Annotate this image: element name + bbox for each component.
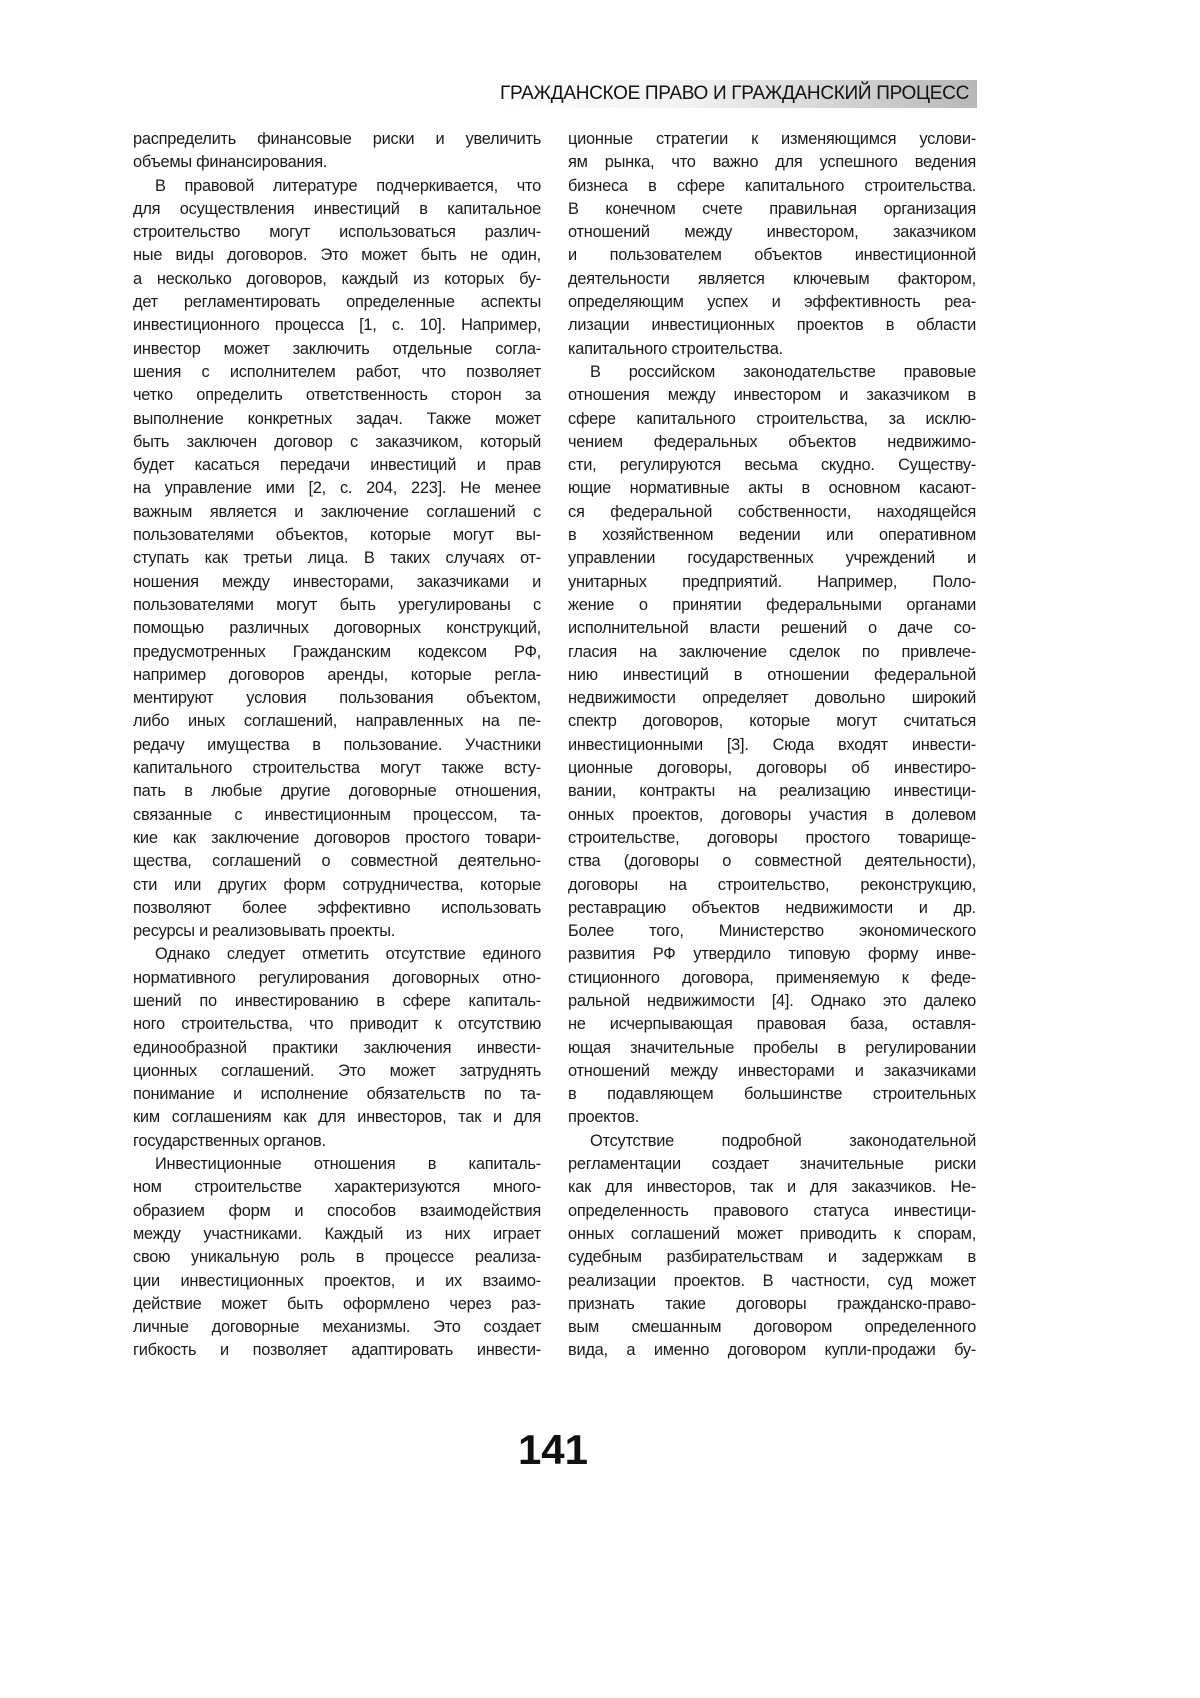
text-line: управлении государственных учреждений и [568, 547, 976, 570]
running-header [495, 80, 977, 108]
text-line: строительство могут использоваться различ- [133, 221, 541, 244]
text-line: быть заключен договор с заказчиком, который [133, 431, 541, 454]
text-line: определенность правового статуса инвестици- [568, 1200, 976, 1223]
text-line: регламентации создает значительные риски [568, 1153, 976, 1176]
text-line: Инвестиционные отношения в капиталь- [133, 1153, 541, 1176]
text-line: ментируют условия пользования объектом, [133, 687, 541, 710]
text-line: ющая значительные пробелы в регулировании [568, 1037, 976, 1060]
text-line: бизнеса в сфере капитального строительства. [568, 175, 976, 198]
text-line: четко определить ответственность сторон за [133, 384, 541, 407]
text-line: распределить финансовые риски и увеличить [133, 128, 541, 151]
text-line: чением федеральных объектов недвижимо- [568, 431, 976, 454]
text-line: договоры на строительство, реконструкцию, [568, 874, 976, 897]
text-line: недвижимости определяет довольно широкий [568, 687, 976, 710]
text-line: ся федеральной собственности, находящейся [568, 501, 976, 524]
text-line: ральной недвижимости [4]. Однако это далеко [568, 990, 976, 1013]
text-line: для осуществления инвестиций в капитальное [133, 198, 541, 221]
text-line: и пользователем объектов инвестиционной [568, 244, 976, 267]
text-line: капитального строительства. [568, 338, 976, 361]
text-line: на управление ими [2, с. 204, 223]. Не менее [133, 477, 541, 500]
text-line: ям рынка, что важно для успешного ведения [568, 151, 976, 174]
text-line: пользователями могут быть урегулированы с [133, 594, 541, 617]
text-line: ции инвестиционных проектов, и их взаимо- [133, 1270, 541, 1293]
text-line: капитального строительства могут также всту- [133, 757, 541, 780]
text-line: единообразной практики заключения инвести- [133, 1037, 541, 1060]
text-line: а несколько договоров, каждый из которых бу- [133, 268, 541, 291]
text-line: реставрацию объектов недвижимости и др. [568, 897, 976, 920]
text-line: ные виды договоров. Это может быть не один, [133, 244, 541, 267]
paragraph [133, 943, 541, 1153]
text-line: государственных органов. [133, 1130, 541, 1153]
text-line: не исчерпывающая правовая база, оставля- [568, 1013, 976, 1036]
text-line: гласия на заключение сделок по привлече- [568, 641, 976, 664]
paragraph [568, 128, 976, 361]
text-line: развития РФ утвердило типовую форму инве- [568, 943, 976, 966]
text-line: пользователями объектов, которые могут вы- [133, 524, 541, 547]
text-line: ющие нормативные акты в основном касают- [568, 477, 976, 500]
paragraph [133, 128, 541, 175]
text-line: жение о принятии федеральными органами [568, 594, 976, 617]
text-line: вида, а именно договором купли-продажи бу- [568, 1339, 976, 1362]
text-line: отношений между инвестором, заказчиком [568, 221, 976, 244]
text-line: Отсутствие подробной законодательной [568, 1130, 976, 1153]
text-line: позволяют более эффективно использовать [133, 897, 541, 920]
text-line: вым смешанным договором определенного [568, 1316, 976, 1339]
text-line: ционные стратегии к изменяющимся услови- [568, 128, 976, 151]
text-line: либо иных соглашений, направленных на пе- [133, 710, 541, 733]
text-line: В правовой литературе подчеркивается, что [133, 175, 541, 198]
text-line: связанные с инвестиционным процессом, та- [133, 804, 541, 827]
text-line: ношения между инвесторами, заказчиками и [133, 571, 541, 594]
paragraph [133, 175, 541, 944]
text-line: инвестиционными [3]. Сюда входят инвести- [568, 734, 976, 757]
text-line: ресурсы и реализовывать проекты. [133, 920, 541, 943]
text-line: ционных соглашений. Это может затруднять [133, 1060, 541, 1083]
text-line: предусмотренных Гражданским кодексом РФ, [133, 641, 541, 664]
text-line: сти или других форм сотрудничества, которые [133, 874, 541, 897]
text-line: редачу имущества в пользование. Участники [133, 734, 541, 757]
text-line: в хозяйственном ведении или оперативном [568, 524, 976, 547]
text-line: объемы финансирования. [133, 151, 541, 174]
text-line: ства (договоры о совместной деятельности), [568, 850, 976, 873]
text-line: отношения между инвестором и заказчиком в [568, 384, 976, 407]
text-line: стиционного договора, применяемую к феде- [568, 967, 976, 990]
text-line: дет регламентировать определенные аспекты [133, 291, 541, 314]
text-line: действие может быть оформлено через раз- [133, 1293, 541, 1316]
text-line: лизации инвестиционных проектов в области [568, 314, 976, 337]
text-line: сти, регулируются весьма скудно. Существу- [568, 454, 976, 477]
paragraph [568, 1130, 976, 1363]
text-line: признать такие договоры гражданско-право- [568, 1293, 976, 1316]
paragraph [568, 361, 976, 1130]
text-line: В российском законодательстве правовые [568, 361, 976, 384]
text-line: проектов. [568, 1106, 976, 1129]
text-line: свою уникальную роль в процессе реализа- [133, 1246, 541, 1269]
text-line: выполнение конкретных задач. Также может [133, 408, 541, 431]
paragraph [133, 1153, 541, 1363]
text-line: образием форм и способов взаимодействия [133, 1200, 541, 1223]
text-line: онных соглашений может приводить к спорам, [568, 1223, 976, 1246]
text-line: понимание и исполнение обязательств по та- [133, 1083, 541, 1106]
text-line: В конечном счете правильная организация [568, 198, 976, 221]
text-line: между участниками. Каждый из них играет [133, 1223, 541, 1246]
text-line: строительстве, договоры простого товарище- [568, 827, 976, 850]
text-line: ким соглашениям как для инвесторов, так и для [133, 1106, 541, 1129]
text-line: сфере капитального строительства, за исклю- [568, 408, 976, 431]
text-line: реализации проектов. В частности, суд может [568, 1270, 976, 1293]
text-line: ного строительства, что приводит к отсутствию [133, 1013, 541, 1036]
text-line: важным является и заключение соглашений с [133, 501, 541, 524]
text-line: спектр договоров, которые могут считаться [568, 710, 976, 733]
text-line: ционные договоры, договоры об инвестиро- [568, 757, 976, 780]
text-line: кие как заключение договоров простого товари- [133, 827, 541, 850]
text-line: например договоров аренды, которые регла- [133, 664, 541, 687]
text-line: нию инвестиций в отношении федеральной [568, 664, 976, 687]
text-line: определяющим успех и эффективность реа- [568, 291, 976, 314]
text-line: ступать как третьи лица. В таких случаях от- [133, 547, 541, 570]
text-line: шений по инвестированию в сфере капиталь- [133, 990, 541, 1013]
text-column-right [568, 128, 976, 1363]
text-line: исполнительной власти решений о даче со- [568, 617, 976, 640]
text-line: как для инвесторов, так и для заказчиков. Не- [568, 1176, 976, 1199]
text-line: деятельности является ключевым фактором, [568, 268, 976, 291]
text-line: Однако следует отметить отсутствие единого [133, 943, 541, 966]
text-line: унитарных предприятий. Например, Поло- [568, 571, 976, 594]
text-line: инвестор может заключить отдельные согла- [133, 338, 541, 361]
text-line: нормативного регулирования договорных отно- [133, 967, 541, 990]
text-line: инвестиционного процесса [1, с. 10]. Например, [133, 314, 541, 337]
text-line: гибкость и позволяет адаптировать инвести- [133, 1339, 541, 1362]
text-line: помощью различных договорных конструкций, [133, 617, 541, 640]
text-line: пать в любые другие договорные отношения, [133, 780, 541, 803]
text-line: щества, соглашений о совместной деятельно- [133, 850, 541, 873]
text-line: Более того, Министерство экономического [568, 920, 976, 943]
text-line: судебным разбирательствам и задержкам в [568, 1246, 976, 1269]
text-line: личные договорные механизмы. Это создает [133, 1316, 541, 1339]
section-title: ГРАЖДАНСКОЕ ПРАВО И ГРАЖДАНСКИЙ ПРОЦЕСС [500, 83, 969, 105]
text-column-left [133, 128, 541, 1363]
text-line: в подавляющем большинстве строительных [568, 1083, 976, 1106]
text-line: отношений между инвесторами и заказчиками [568, 1060, 976, 1083]
text-line: будет касаться передачи инвестиций и прав [133, 454, 541, 477]
text-line: шения с исполнителем работ, что позволяет [133, 361, 541, 384]
text-line: ном строительстве характеризуются много- [133, 1176, 541, 1199]
text-line: вании, контракты на реализацию инвестици- [568, 780, 976, 803]
text-line: онных проектов, договоры участия в долевом [568, 804, 976, 827]
page-number: 141 [0, 1426, 1106, 1474]
